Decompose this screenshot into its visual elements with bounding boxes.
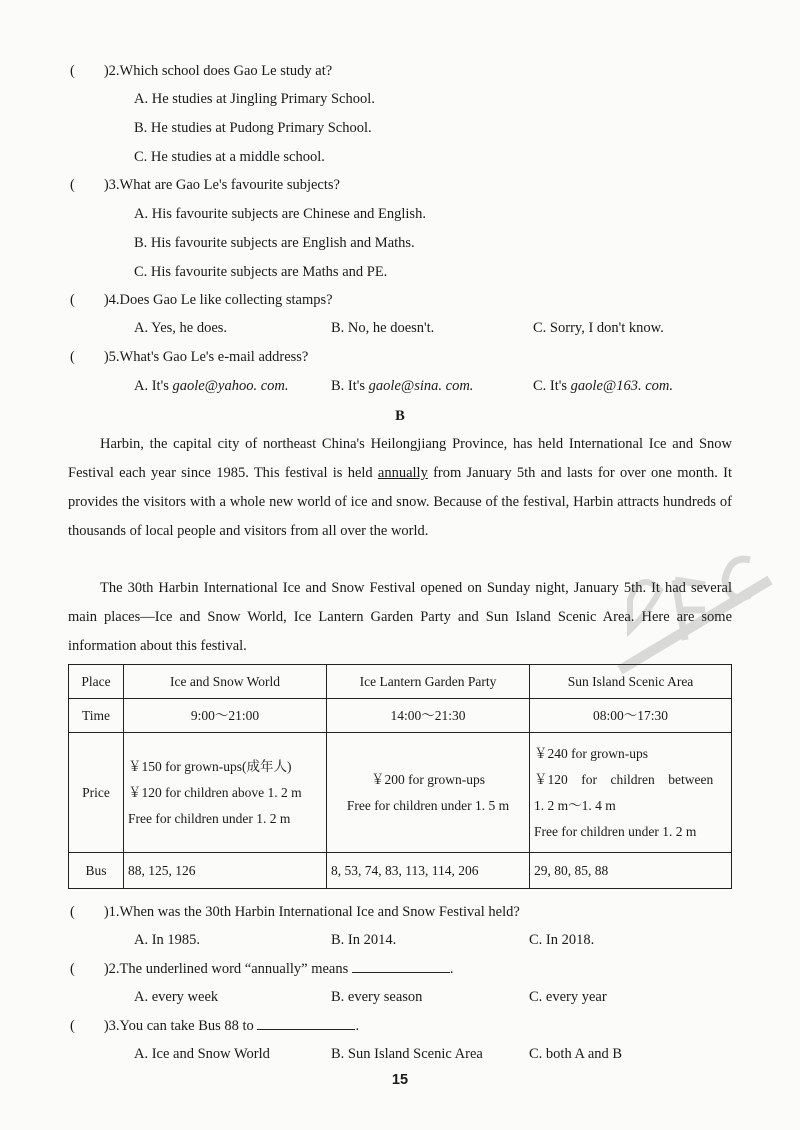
question-a5 <box>70 347 308 367</box>
question-text: Which school does Gao Le study at? <box>119 63 333 79</box>
option-a: A. Yes, he does. <box>134 320 228 336</box>
email-text: gaole@163. com. <box>570 378 674 394</box>
question-b3: ( )3.You can take Bus 88 to . <box>70 1015 359 1036</box>
table-cell: ￥240 for grown-ups ￥120 for children between 1. 2 m～1. 4 m Free for children under 1. 2 m <box>530 733 732 853</box>
question-number: ( )1. <box>70 904 120 920</box>
table-header: Place <box>69 665 124 699</box>
option-a: A. Ice and Snow World <box>134 1046 270 1062</box>
question-text: You can take Bus 88 to <box>119 1018 258 1034</box>
section-title: B <box>395 408 405 424</box>
question-number: ( )3. <box>70 177 120 193</box>
table-cell: ￥150 for grown-ups(成年人) ￥120 for children above 1. 2 m Free for children under 1. 2 m <box>124 733 327 853</box>
option-a: A. every week <box>134 989 219 1005</box>
table-row <box>69 733 732 853</box>
table-header: Sun Island Scenic Area <box>530 665 732 699</box>
table-row <box>69 699 732 733</box>
question-a2 <box>70 61 332 81</box>
question-b2: ( )2.The underlined word “annually” means . <box>70 958 454 979</box>
option-b: B. In 2014. <box>331 932 397 948</box>
question-text: What's Gao Le's e-mail address? <box>119 349 309 365</box>
option-b: B. He studies at Pudong Primary School. <box>134 120 372 136</box>
option-c: C. His favourite subjects are Maths and PE. <box>134 264 388 280</box>
table-header: Ice and Snow World <box>124 665 327 699</box>
email-text: gaole@yahoo. com. <box>172 378 289 394</box>
row-label: Price <box>69 733 124 853</box>
passage-paragraph-2: The 30th Harbin International Ice and Snow Festival opened on Sunday night, January 5th. It had several main places—Ice and Snow World, Ice Lantern Garden Party and Sun Island Scenic Area. Here are some information about this festival. <box>68 580 732 654</box>
option-c: C. He studies at a middle school. <box>134 149 325 165</box>
option-b: B. It's gaole@sina. com. <box>331 378 474 394</box>
row-label: Bus <box>69 853 124 889</box>
table-row <box>69 853 732 889</box>
email-text: gaole@sina. com. <box>368 378 474 394</box>
option-a: A. He studies at Jingling Primary School. <box>134 91 375 107</box>
question-a3 <box>70 175 340 195</box>
option-c: C. Sorry, I don't know. <box>533 320 664 336</box>
question-number: ( )2. <box>70 961 120 977</box>
table-cell: 08:00～17:30 <box>530 699 732 733</box>
question-a4 <box>70 290 333 310</box>
underlined-word: annually <box>377 465 428 481</box>
table-header-row <box>69 665 732 699</box>
row-label: Time <box>69 699 124 733</box>
question-number: ( )2. <box>70 63 120 79</box>
question-text: When was the 30th Harbin International Ice and Snow Festival held? <box>119 904 520 920</box>
question-b1 <box>70 902 520 922</box>
option-c: C. It's gaole@163. com. <box>533 378 674 394</box>
option-c: C. In 2018. <box>529 932 595 948</box>
table-cell: ￥200 for grown-ups Free for children under 1. 5 m <box>327 733 530 853</box>
table-cell: 8, 53, 74, 83, 113, 114, 206 <box>327 853 530 889</box>
option-b: B. Sun Island Scenic Area <box>331 1046 483 1062</box>
option-a: A. It's gaole@yahoo. com. <box>134 378 289 394</box>
table-cell: 14:00～21:30 <box>327 699 530 733</box>
passage-paragraph-1: Harbin, the capital city of northeast China's Heilongjiang Province, has held International Ice and Snow Festival each year since 1985. This festival is held annually from January 5th and lasts for over one month. It provides the visitors with a whole new world of ice and snow. Because of the festival, Harbin attracts hundreds of thousands of local people and visitors from all over the world. <box>68 436 732 539</box>
question-text: What are Gao Le's favourite subjects? <box>119 177 340 193</box>
question-number: ( )4. <box>70 292 120 308</box>
option-c: C. both A and B <box>529 1046 623 1062</box>
question-text: Does Gao Le like collecting stamps? <box>119 292 333 308</box>
question-text: The underlined word “annually” means <box>119 961 352 977</box>
table-cell: 9:00～21:00 <box>124 699 327 733</box>
option-b: B. His favourite subjects are English and Maths. <box>134 235 415 251</box>
question-number: ( )5. <box>70 349 120 365</box>
option-a: A. His favourite subjects are Chinese and English. <box>134 206 426 222</box>
option-b: B. No, he doesn't. <box>331 320 435 336</box>
table-header: Ice Lantern Garden Party <box>327 665 530 699</box>
option-a: A. In 1985. <box>134 932 201 948</box>
table-cell: 88, 125, 126 <box>124 853 327 889</box>
table-cell: 29, 80, 85, 88 <box>530 853 732 889</box>
option-b: B. every season <box>331 989 423 1005</box>
question-number: ( )3. <box>70 1018 120 1034</box>
option-c: C. every year <box>529 989 607 1005</box>
answer-blank[interactable] <box>352 958 450 973</box>
festival-info-table <box>68 664 732 889</box>
answer-blank[interactable] <box>257 1015 355 1030</box>
page-number: 15 <box>391 1072 409 1088</box>
